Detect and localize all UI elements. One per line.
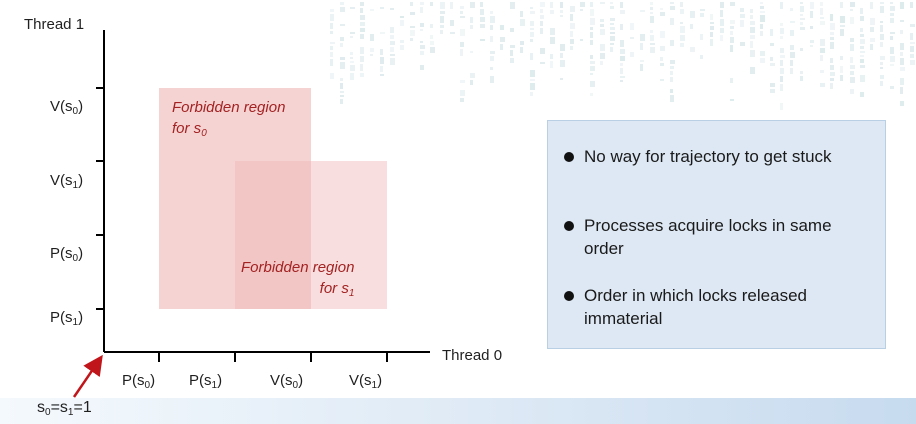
- y-tick-label: $P(s_1)$: [50, 309, 84, 328]
- bullet-item: Order in which locks released immaterial: [584, 284, 874, 330]
- region-label-line1: Forbidden region: [241, 259, 355, 276]
- bullet-dot: [564, 221, 574, 231]
- region-label-line2: for $s_0$: [172, 120, 207, 139]
- x-tick-label: $V(s_0)$: [270, 372, 304, 391]
- x-axis-label: Thread 0: [442, 347, 503, 364]
- info-box: [547, 120, 886, 349]
- y-tick-label: $V(s_0)$: [50, 98, 84, 117]
- bullet-item: No way for trajectory to get stuck: [584, 145, 874, 168]
- bullet-dot: [564, 152, 574, 162]
- bullet-item: Processes acquire locks in same order: [584, 214, 874, 260]
- y-tick-label: $V(s_1)$: [50, 172, 84, 191]
- region-label-line2: for $s_1$: [319, 280, 355, 299]
- forbidden-region-s0-label: [172, 97, 285, 139]
- x-tick-label: $P(s_1)$: [189, 372, 223, 391]
- x-tick-label: $P(s_0)$: [122, 372, 156, 391]
- bullet-dot: [564, 291, 574, 301]
- origin-arrow: [74, 359, 100, 397]
- y-axis-label: Thread 1: [24, 16, 85, 33]
- y-tick-label: $P(s_0)$: [50, 245, 84, 264]
- origin-label: $s_0=s_1=1$: [37, 399, 92, 418]
- forbidden-region-s1-label: [241, 257, 354, 299]
- region-label-line1: Forbidden region: [172, 99, 286, 116]
- x-tick-label: $V(s_1)$: [349, 372, 383, 391]
